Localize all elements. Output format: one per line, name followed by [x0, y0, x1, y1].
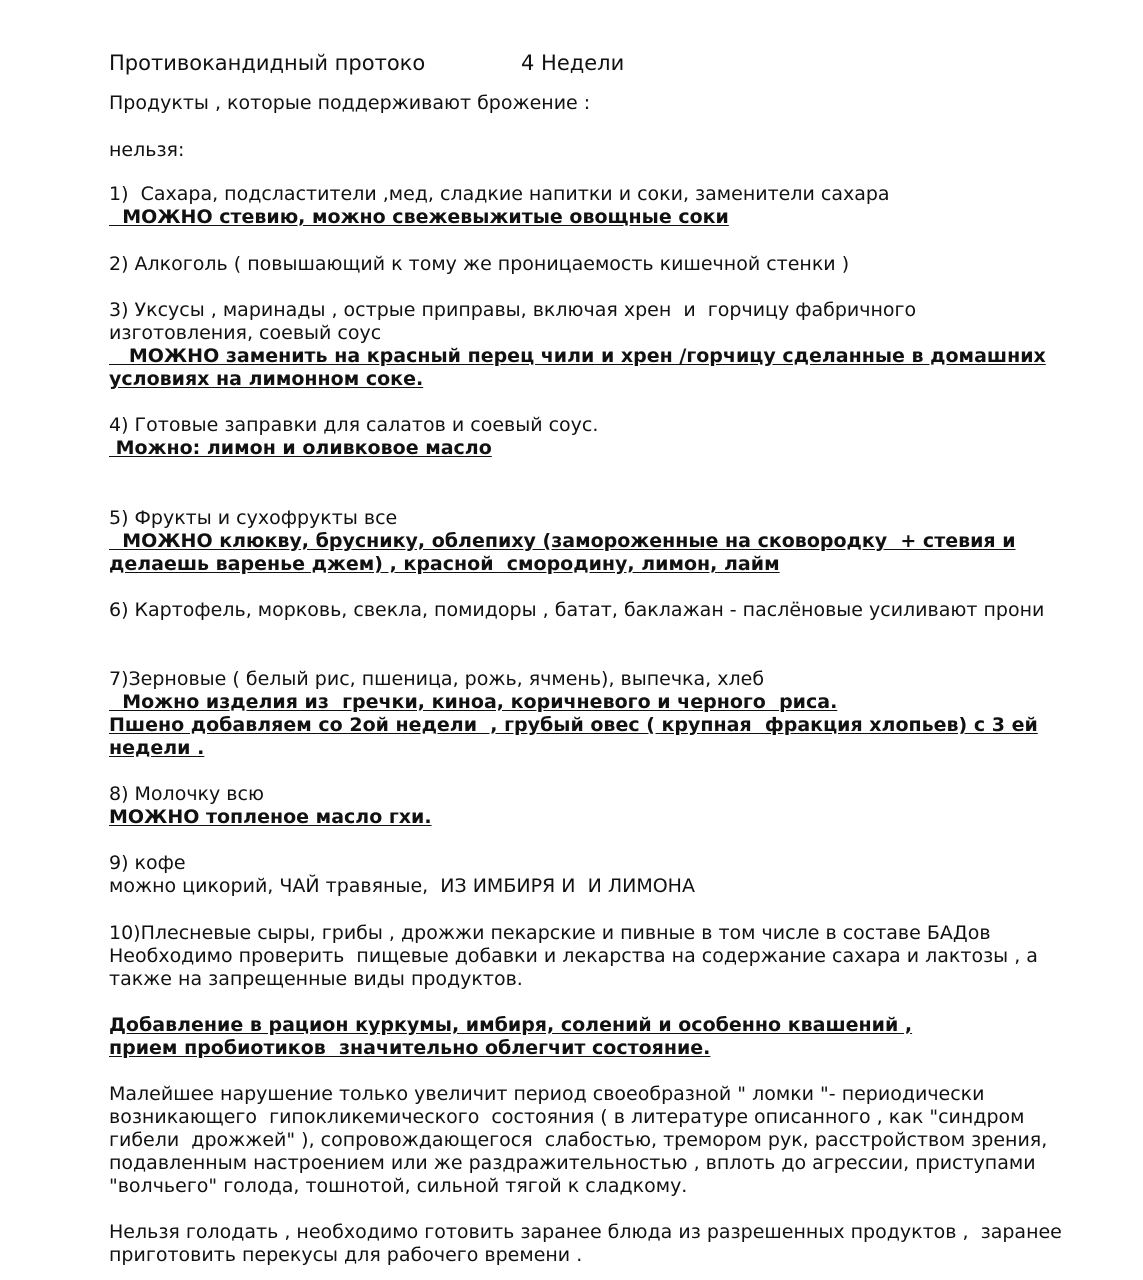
- item-5-allowed-1: МОЖНО клюкву, бруснику, облепиху (замороженные на сковородку + стевия и: [109, 530, 1016, 552]
- item-7-allowed-2: Пшено добавляем со 2ой недели , грубый овес ( крупная фракция хлопьев) с 3 ей: [109, 714, 1038, 736]
- document-title: Противокандидный протоко: [109, 51, 426, 75]
- recommendation-line-1: Добавление в рацион куркумы, имбиря, солений и особенно квашений ,: [109, 1014, 913, 1036]
- item-3-text-2: изготовления, соевый соус: [109, 322, 382, 344]
- warning-line-2: возникающего гипокликемического состояния ( в литературе описанного , как "синдром: [109, 1106, 1025, 1128]
- item-8-text: 8) Молочку всю: [109, 783, 264, 805]
- item-5-text: 5) Фрукты и сухофрукты все: [109, 507, 398, 529]
- item-10-text-1: 10)Плесневые сыры, грибы , дрожжи пекарские и пивные в том числе в составе БАДов: [109, 922, 991, 944]
- item-1-text: 1) Сахара, подсластители ,мед, сладкие напитки и соки, заменители сахара: [109, 183, 890, 205]
- item-3-allowed-2: условиях на лимонном соке.: [109, 368, 424, 390]
- recommendation-line-2: прием пробиотиков значительно облегчит состояние.: [109, 1037, 711, 1059]
- protocol-duration: 4 Недели: [521, 51, 625, 75]
- item-3-text-1: 3) Уксусы , маринады , острые приправы, включая хрен и горчицу фабричного: [109, 299, 917, 321]
- item-8-allowed: МОЖНО топленое масло гхи.: [109, 806, 432, 828]
- item-10-text-3: также на запрещенные виды продуктов.: [109, 968, 523, 990]
- warning-line-5: "волчьего" голода, тошнотой, сильной тягой к сладкому.: [109, 1175, 688, 1197]
- item-4-allowed: Можно: лимон и оливковое масло: [109, 437, 492, 459]
- item-7-allowed-1: Можно изделия из гречки, киноа, коричневого и черного риса.: [109, 691, 838, 713]
- intro-text: Продукты , которые поддерживают брожение :: [109, 92, 591, 114]
- item-1-allowed: МОЖНО стевию, можно свежевыжитые овощные соки: [109, 206, 729, 228]
- forbidden-label: нельзя:: [109, 139, 185, 161]
- item-10-text-2: Необходимо проверить пищевые добавки и лекарства на содержание сахара и лактозы , а: [109, 945, 1038, 967]
- item-4-text: 4) Готовые заправки для салатов и соевый соус.: [109, 414, 599, 436]
- advice-line-1: Нельзя голодать , необходимо готовить заранее блюда из разрешенных продуктов , заранее: [109, 1221, 1062, 1243]
- item-2-text: 2) Алкоголь ( повышающий к тому же проницаемость кишечной стенки ): [109, 253, 850, 275]
- warning-line-4: подавленным настроением или же раздражительностью , вплоть до агрессии, приступами: [109, 1152, 1036, 1174]
- item-6-text: 6) Картофель, морковь, свекла, помидоры , батат, баклажан - паслёновые усиливают прони: [109, 599, 1045, 621]
- item-5-allowed-2: делаешь варенье джем) , красной смородину, лимон, лайм: [109, 553, 780, 575]
- item-3-allowed-1: МОЖНО заменить на красный перец чили и хрен /горчицу сделанные в домашних: [109, 345, 1046, 367]
- item-9-text-1: 9) кофе: [109, 852, 186, 874]
- advice-line-2: приготовить перекусы для рабочего времени .: [109, 1244, 583, 1266]
- warning-line-3: гибели дрожжей" ), сопровождающегося слабостью, тремором рук, расстройством зрения,: [109, 1129, 1048, 1151]
- item-7-allowed-3: недели .: [109, 737, 205, 759]
- warning-line-1: Малейшее нарушение только увеличит период своеобразной " ломки "- периодически: [109, 1083, 985, 1105]
- item-7-text: 7)Зерновые ( белый рис, пшеница, рожь, ячмень), выпечка, хлеб: [109, 668, 765, 690]
- item-9-text-2: можно цикорий, ЧАЙ травяные, ИЗ ИМБИРЯ И И ЛИМОНА: [109, 875, 695, 897]
